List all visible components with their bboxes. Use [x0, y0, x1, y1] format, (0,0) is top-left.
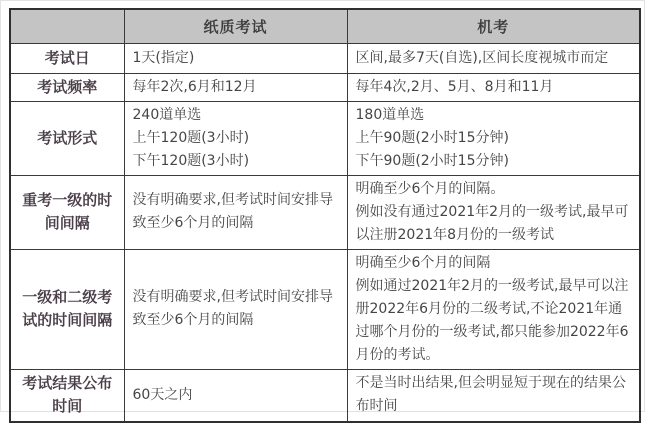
table-row-exam-day [10, 43, 640, 73]
computer-exam-cell: 区间,最多7天(自选),区间长度视城市而定 [347, 43, 640, 73]
row-label: 一级和二级考试的时间间隔 [10, 249, 124, 369]
cell-line: 例如通过2021年2月的一级考试,最早可以注册2022年6月份的二级考试,不论2021年通过哪个月份的一级考试,都只能参加2022年6月份的考试。 [355, 277, 629, 363]
table-row-level1-level2-interval [10, 249, 640, 369]
cell-line: 180道单选 [355, 106, 425, 123]
cell-line: 下午120题(3小时) [132, 152, 250, 169]
column-header-computer-exam: 机考 [347, 9, 640, 43]
computer-exam-cell [347, 101, 640, 175]
table-row-exam-format [10, 101, 640, 175]
computer-exam-cell: 不是当时出结果,但会明显短于现在的结果公布时间 [347, 369, 640, 422]
exam-comparison-table [9, 8, 641, 423]
row-label: 考试日 [10, 43, 124, 73]
cell-line: 明确至少6个月的间隔。 [355, 180, 505, 197]
paper-exam-cell [124, 101, 347, 175]
cell-line: 下午90题(2小时15分钟) [355, 152, 509, 169]
computer-exam-cell: 每年4次,2月、5月、8月和11月 [347, 73, 640, 101]
paper-exam-cell: 没有明确要求,但考试时间安排导致至少6个月的间隔 [124, 249, 347, 369]
paper-exam-cell: 每年2次,6月和12月 [124, 73, 347, 101]
row-label: 考试形式 [10, 101, 124, 175]
cell-line: 上午90题(2小时15分钟) [355, 129, 509, 146]
row-label: 考试频率 [10, 73, 124, 101]
paper-exam-cell: 1天(指定) [124, 43, 347, 73]
cell-line: 上午120题(3小时) [132, 129, 250, 146]
cell-line: 240道单选 [132, 106, 202, 123]
table-row-exam-frequency [10, 73, 640, 101]
paper-exam-cell: 没有明确要求,但考试时间安排导致至少6个月的间隔 [124, 175, 347, 249]
paper-exam-cell: 60天之内 [124, 369, 347, 422]
column-header-paper-exam: 纸质考试 [124, 9, 347, 43]
table-row-level1-retake-interval [10, 175, 640, 249]
computer-exam-cell [347, 249, 640, 369]
header-row [10, 9, 640, 43]
corner-cell [10, 9, 124, 43]
row-label: 考试结果公布时间 [10, 369, 124, 422]
cell-line: 明确至少6个月的间隔 [355, 254, 491, 271]
table-row-results-release-time [10, 369, 640, 422]
computer-exam-cell [347, 175, 640, 249]
row-label: 重考一级的时间间隔 [10, 175, 124, 249]
cell-line: 例如没有通过2021年2月的一级考试,最早可以注册2021年8月份的一级考试 [355, 203, 629, 243]
